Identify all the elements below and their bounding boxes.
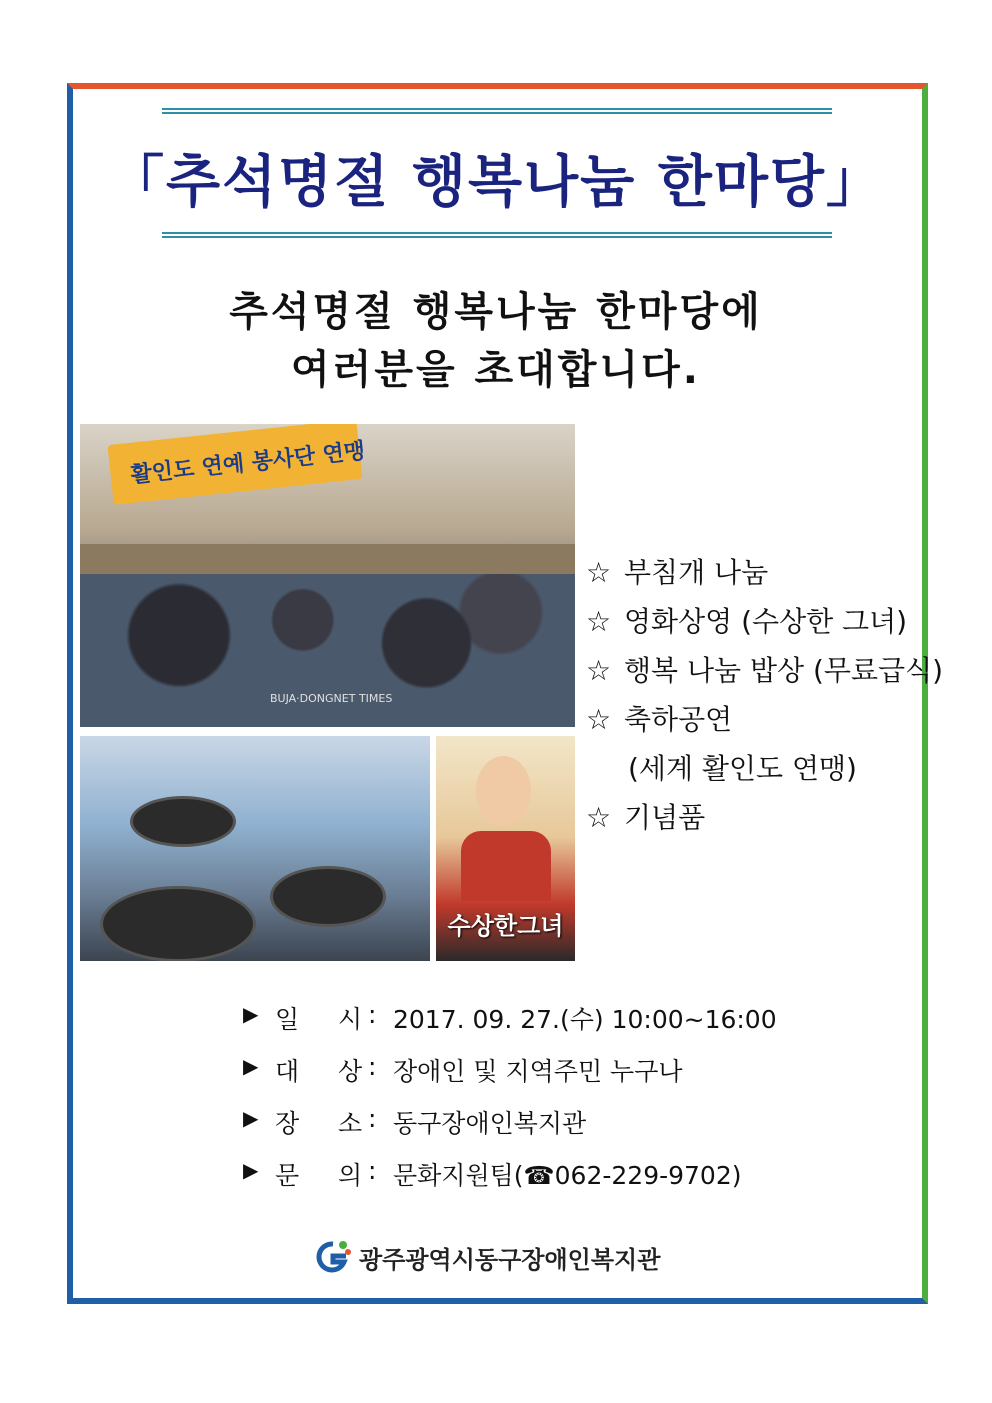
program-item: ☆ 행복 나눔 밥상 (무료급식)	[586, 646, 943, 695]
invitation-line-1: 추석명절 행복나눔 한마당에	[229, 289, 763, 335]
poster-dress	[461, 831, 551, 901]
info-value: 장애인 및 지역주민 누구나	[393, 1057, 683, 1086]
page-title: 「추석명절 행복나눔 한마당」	[107, 150, 885, 215]
star-icon: ☆	[586, 703, 612, 736]
info-value: 동구장애인복지관	[393, 1109, 587, 1138]
stage	[80, 544, 575, 574]
photo-watermark: BUJA·DONGNET TIMES	[270, 692, 393, 705]
arrow-icon: ▶	[243, 1002, 259, 1026]
poster-title: 수상한그녀	[447, 912, 564, 940]
program-item: ☆ 부침개 나눔	[586, 548, 943, 597]
movie-poster	[436, 736, 575, 961]
event-banner-text: 활인도 연예 봉사단 연맹	[129, 438, 367, 489]
info-value: 문화지원팀(☎062-229-9702)	[393, 1161, 742, 1190]
program-item: ☆ 영화상영 (수상한 그녀)	[586, 597, 943, 646]
star-icon: ☆	[586, 801, 612, 834]
poster-face	[476, 756, 531, 826]
star-icon: ☆	[586, 654, 612, 687]
title-rule-top	[162, 108, 832, 114]
program-list	[586, 548, 943, 842]
info-value: 2017. 09. 27.(수) 10:00~16:00	[393, 1005, 777, 1034]
program-item: ☆ 기념품	[586, 793, 943, 842]
frying-pan	[100, 886, 256, 961]
program-sub-item: (세계 활인도 연맹)	[628, 752, 857, 785]
star-icon: ☆	[586, 556, 612, 589]
arrow-icon: ▶	[243, 1106, 259, 1130]
program-item: ☆ 축하공연	[586, 695, 943, 744]
frying-pan	[270, 866, 386, 927]
arrow-icon: ▶	[243, 1158, 259, 1182]
organization-logo-icon	[313, 1238, 351, 1274]
frying-pan	[130, 796, 236, 847]
arrow-icon: ▶	[243, 1054, 259, 1078]
star-icon: ☆	[586, 605, 612, 638]
invitation-line-2: 여러분을 초대합니다.	[291, 347, 701, 393]
event-photo	[80, 424, 575, 727]
cooking-photo	[80, 736, 430, 961]
title-rule-bottom	[162, 232, 832, 238]
organization-name: 광주광역시동구장애인복지관	[359, 1246, 661, 1274]
